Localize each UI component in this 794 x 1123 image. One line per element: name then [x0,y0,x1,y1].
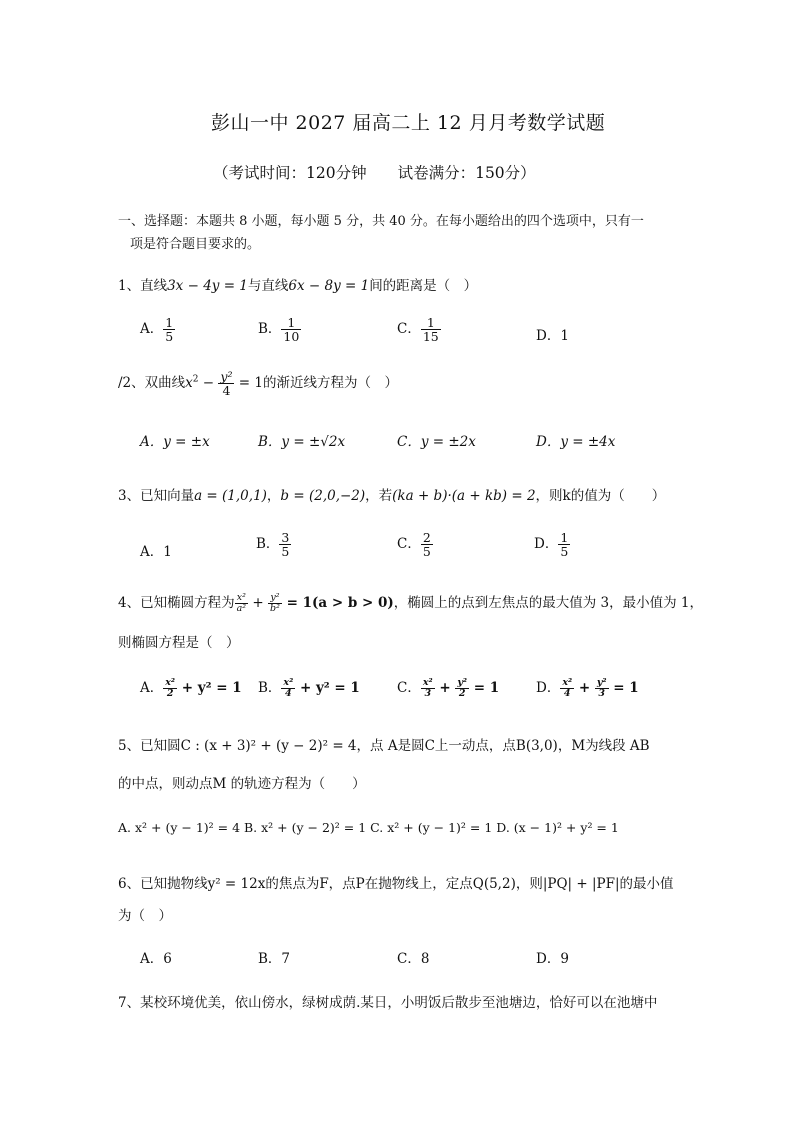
q2-x2: x [185,375,193,392]
question-6-line1: 6、已知抛物线y² = 12x的焦点为F，点P在抛物线上，定点Q(5,2)，则|PQ| + |PF|的最小值 [118,876,674,892]
q4-b-label: B． [258,680,282,696]
q4-a-label: A． [140,680,164,696]
q3-vec-b: b = (2,0,−2) [280,488,366,504]
q4-frac-y-den: b² [269,603,280,614]
q3-pre: 3、已知向量 [118,488,195,504]
q4-d-den-x: 4 [563,688,571,699]
q2-minus: − [198,375,219,392]
question-5-line2: 的中点，则动点M 的轨迹方程为（ ） [118,776,366,792]
q3-post: ，则k的值为（ ） [535,488,666,504]
q6-option-c: C．8 [397,951,430,967]
q4-frac-y [268,593,282,614]
q4-a-fraction [163,678,177,699]
q6-option-a: A．6 [140,951,172,967]
q4-frac-x-den: a² [236,603,247,614]
q4-b-fraction [281,678,295,699]
q2-pre: /2、双曲线 [118,375,186,392]
q1-eq2: 6x − 8y = 1 [288,278,370,294]
q4-c-eq: = 1 [469,680,500,696]
question-4 [118,591,703,614]
q2-fraction [218,370,234,397]
q4-a-num: x² [165,677,176,689]
exam-subtitle: （考试时间：120分钟 试卷满分：150分） [213,164,536,182]
section-heading-line2: 项是符合题目要求的。 [130,237,261,252]
section-heading-line1: 一、选择题：本题共 8 小题，每小题 5 分，共 40 分。在每小题给出的四个选项中，只有一 [118,214,644,229]
q4-option-c [397,676,499,699]
q4-cond: = 1(a > b > 0) [281,595,394,611]
q3-d-fraction [558,531,570,558]
q3-b-fraction [279,531,291,558]
q3-option-a: A．1 [140,544,172,560]
question-7-line1: 7、某校环境优美，依山傍水，绿树成荫.某日，小明饭后散步至池塘边，恰好可以在池塘中 [118,995,658,1011]
q4-c-num-x: x² [422,677,433,689]
q4-d-eq: = 1 [608,680,639,696]
q1-c-label: C． [397,321,421,338]
q4-d-label: D． [536,680,561,696]
q3-c-den: 5 [422,544,431,560]
q4-c-label: C． [397,680,421,696]
q3-b-den: 5 [281,544,290,560]
q3-d-label: D． [534,536,559,553]
q4-d-fraction-x [560,678,574,699]
q2-x-exp: 2 [192,374,199,385]
q3-option-c [397,531,433,558]
q2-den: 4 [222,383,231,399]
question-4-line2: 则椭圆方程是（ ） [118,635,240,651]
q4-pre: 4、已知椭圆方程为 [118,595,235,611]
q2-option-c: C．y = ±2x [397,434,476,450]
q1-b-den: 10 [283,329,300,345]
q4-c-fraction-x [421,678,435,699]
question-5-options: A. x² + (y − 1)² = 4 B. x² + (y − 2)² = 1 C. x² + (y − 1)² = 1 D. (x − 1)² + y² = 1 [118,820,619,835]
q4-c-num-y: y² [457,677,468,689]
q3-sep: ， [266,488,281,504]
q2-post: 的渐近线方程为（ ） [262,375,398,392]
q1-b-num: 1 [281,316,301,330]
q1-option-c [397,316,441,343]
q6-option-b: B．7 [258,951,291,967]
q4-b-eq: + y² = 1 [295,680,360,696]
q4-option-b [258,676,360,699]
q3-d-den: 5 [560,544,569,560]
q3-mid: ，若 [365,488,393,504]
q3-expr: (ka + b)·(a + kb) = 2 [392,488,536,504]
q3-c-num: 2 [422,530,431,545]
q4-d-plus: + [574,680,595,696]
question-6-line2: 为（ ） [118,908,172,924]
q3-b-num: 3 [281,530,290,545]
q1-c-den: 15 [422,329,439,345]
q4-d-fraction-y [595,678,609,699]
q4-c-den-x: 3 [424,688,432,699]
q4-b-num: x² [283,677,294,689]
q1-eq1: 3x − 4y = 1 [167,278,248,294]
q3-option-b [256,531,291,558]
q4-plus: + [248,595,268,611]
q3-d-num: 1 [560,530,569,545]
q1-option-a [140,316,175,343]
q4-c-plus: + [434,680,456,696]
q4-option-a [140,676,242,699]
q4-option-d [536,676,639,699]
q4-d-num-x: x² [562,677,573,689]
q4-d-den-y: 3 [598,688,606,699]
q1-option-b [258,316,301,343]
q1-b-fraction [281,316,301,343]
q3-vec-a: a = (1,0,1) [194,488,267,504]
q4-frac-x [235,593,248,614]
q1-option-d: D．1 [536,328,569,344]
q4-a-eq: + y² = 1 [177,680,242,696]
q4-d-num-y: y² [596,677,607,689]
question-2 [118,370,398,397]
question-5-line1: 5、已知圆C : (x + 3)² + (y − 2)² = 4，点 A是圆C上一动点，点B(3,0)，M为线段 AB [118,738,650,754]
q2-option-d: D．y = ±4x [536,434,616,450]
q3-option-d [534,531,570,558]
q1-mid: 与直线 [247,278,289,294]
q4-a-den: 2 [166,688,174,699]
q1-a-den: 5 [165,329,174,345]
q3-c-label: C． [397,536,421,553]
q1-c-fraction [421,316,441,343]
q1-a-fraction [163,316,175,343]
q4-post: ，椭圆上的点到左焦点的最大值为 3，最小值为 1， [393,595,704,611]
question-3 [118,484,665,504]
q2-option-a: A．y = ±x [140,434,210,450]
q3-c-fraction [421,531,433,558]
question-1 [118,274,477,294]
q4-c-den-y: 2 [458,688,466,699]
q2-option-b: B．y = ±√2x [258,434,346,450]
q2-eq: = 1 [234,375,263,392]
exam-title: 彭山一中 2027 届高二上 12 月月考数学试题 [211,112,606,134]
q4-c-fraction-y [455,678,469,699]
q6-option-d: D．9 [536,951,569,967]
q2-num: y² [220,369,233,384]
q4-frac-x-num: x² [235,593,248,604]
q4-b-den: 4 [285,688,292,699]
q3-b-label: B． [256,536,280,553]
q1-a-num: 1 [165,315,174,330]
q1-post: 间的距离是（ ） [369,278,478,294]
q1-a-label: A． [140,321,164,338]
q4-frac-y-num: y² [268,593,282,604]
q1-b-label: B． [258,321,282,338]
q1-c-num: 1 [421,316,441,330]
q1-pre: 1、直线 [118,278,168,294]
